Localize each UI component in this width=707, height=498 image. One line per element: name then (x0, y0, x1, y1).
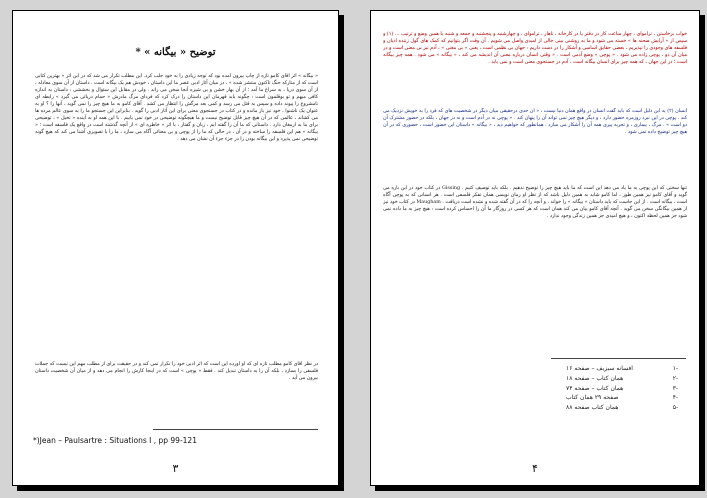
footnote-number: -۴ (672, 394, 678, 402)
page-number: ۴ (532, 462, 538, 475)
footnote-item (566, 364, 678, 374)
footnote-text: همان کتاب صفحه ۸۸ (566, 404, 619, 412)
footnote: *)Jean – Paulsartre : Situations I , pp 99-121 (33, 436, 197, 445)
footnote-divider (551, 358, 686, 359)
footnote-number: -۱ (672, 365, 678, 372)
footnote-divider (153, 429, 318, 430)
body-paragraph: « بیگانه » اثر آقای کامو تازه از چاپ بیرون آمده بود که توجه زیادی را به خود جلب کرد. این مطلب تکرار می شد که در این اثر « بهترین کتابی است که از متارکه جنگ تاکنون منتشر شده » ، در میان آثار ادبی عصر ما این داستان ، خودش هم یک بیگانه است . داستان از آن سوی معادله ، از آن سوی دریا ، به سراغ ما آمد ؛ از آن بهار خشن و بی شیره آنجا سخن می راند . ولی در مقابل این سئوال و بخششی : داستان به اندازه کافی مبهم و تو بوقلمون است : چگونه باید قهرمان این داستان را درک کرد که فردای مرگ مادرش « حمام دریائی می گیرد » رابطه ای نامشروع را پیوند داده و سپس به قتل می رسد و کمی بعد مرگش را انتظار می کشد . آقای کامو به ما هیچ چیز را نمی گوید ، آنها را ؟ او به عنوان یک ناشنوا ، خود نیز باز مانده و در کتاب در جستجوی معنی برای این آثار ادبی را گوید . بنابراین این جستجو ما را به سوی عالم مرده ها می کشاند ، عالمی که در آن هیچ چیز قابل توضیح نیست و ما هیچگونه توضیحی در خود نمی یابیم . با این همه او به آینده « تخیل » ، توضیحی برای ما به ارمغان دارد . داستانی که ما آن را گفته ایم ، زبان و گفتار ، با اثر « خاطره ای » از آنچه گذشته است در واقع یک فلسفه است ؛ « بیگانه » هم این فلسفه را ساخته و در آن ، در حالی که ما را از پوچی و بی معنائی آگاه می سازد ، ما را با تصویری آشنا می کند که هیچ گونه توضیحی نمی پذیرد و این بیگانه بودن را در جزء جزء آن نشان می دهد . (35, 74, 318, 142)
footnote-text: صفحه ۲۹ همان کتاب (566, 394, 619, 402)
page-number: ۳ (172, 462, 179, 475)
footnote-text: همان کتاب – صفحه ۱۸ (566, 374, 624, 382)
chapter-title: توضيح « بيگانه » * (135, 47, 216, 58)
footnote-number: -۵ (672, 404, 678, 412)
footnote-text: افسانه سیزیف – صفحه ۱۶ (566, 365, 633, 372)
body-paragraph: انسان (۲) به این دلیل است که باید گفت انسان در واقع همان دنیا نیست ، « آن حدی درحقیقی میان دیگر در شخصیت های که فرد را به خویش نزدیک می کند . پوچی در این نبرد روزمره حضور دارد ، و دیگر هیچ چیز نمی تواند آن را پنهان کند . « پوچی نه در آدم است و نه در جهان ، بلکه در حضور مشترک آن دو است » . مرگ ، بیماری ، و تجربه پیری همه آن را آشکار می سازد . همانطور که خواهیم دید ، « بیگانه » داستان این حضور است ، حضوری که در آن هیچ چیز توضیح داده نمی شود . (383, 109, 687, 135)
footnote-item (566, 384, 678, 394)
footnote-item (566, 393, 678, 403)
body-paragraph: تنها سخنی که این پوچی به ما یاد می دهد این است که ما باید هیچ چیز را توضیح ندهیم . بلکه باید توصیف کنیم . Gissing در کتاب خود در این باره می گوید و آقای کامو نیز همین طور ، اما کامو شاید به همین دلیل باشد که از نظر او رمان نویسی همان تفکر فلسفی است . هر انسانی که به پوچی آگاه است ، بیگانه است . از این جاست که باید داستان « بیگانه » را خواند ، و آنچه را که در آن گفته شده و نشده است دریافت . Maugham در کتاب خود نیز از همین بیگانگی سخن می گوید . آنچه آقای کامو بیان می کند همان است که هر کسی در روزگار ما آن را احساس کرده است : هیچ چیز به ما داده نمی شود جز همین لحظه اکنون ، و هیچ امیدی جز همین زندگی وجود ندارد . (383, 186, 687, 219)
page-left (12, 10, 339, 486)
footnote-item (566, 374, 678, 384)
footnote-number: -۳ (672, 384, 678, 392)
page-right (370, 10, 700, 486)
footnote-list (566, 364, 678, 413)
footnote-item (566, 403, 678, 413)
footnote-text: همان کتاب – صفحه ۷۴ (566, 384, 624, 392)
footnote-number: -۲ (672, 374, 678, 382)
body-paragraph: در نظر آقای کامو مطلب تازه ای که او آورده این است که اثر ادبی خود را تکرار نمی کند و در حقیقت برای از مطلب مهم این نیست که جملات فلسفی را بسازد ، بلکه آن را به داستان تبدیل کند . فقط « پوچی » است که در اینجا کارش را انجام می دهد و از میان آن شخصیت داستان بیرون می آید . (35, 362, 318, 381)
body-paragraph: خواب برخاستن ، تراموای ، چهار ساعت کار در دفتر یا در کارخانه ، ناهار ، تراموای ، و چهارشنبه و پنجشنبه و جمعه و شنبه با همین وضع و ترتیب ... (۱) و سپس از « آرایش صحنه ها » خسته می شود و ما به روشنی بینی خالی از امیدی واصل می شویم . آن وقت اگر بتوانیم که کمک های گول زننده ادیان و فلسفه های وجودی را نپذیریم ، بعضی حقایق اساسی و آشکار را در دست داریم : جهان بی نظمی است ، یعنی « بی معنی » ، آدم نیز بی معنی است و در میان آن دو ، پوچی زاده می شود . « پوچی » وضع آدمی است . « وقتی انسان درباره معنی آن اندیشه می کند ، « بیگانه » می شود . همه چیز بیگانه است ؛ در این جهان ، که همه چیز برای انسان بیگانه است ، آدم در جستجوی معنی است و نمی یابد . (383, 32, 687, 65)
